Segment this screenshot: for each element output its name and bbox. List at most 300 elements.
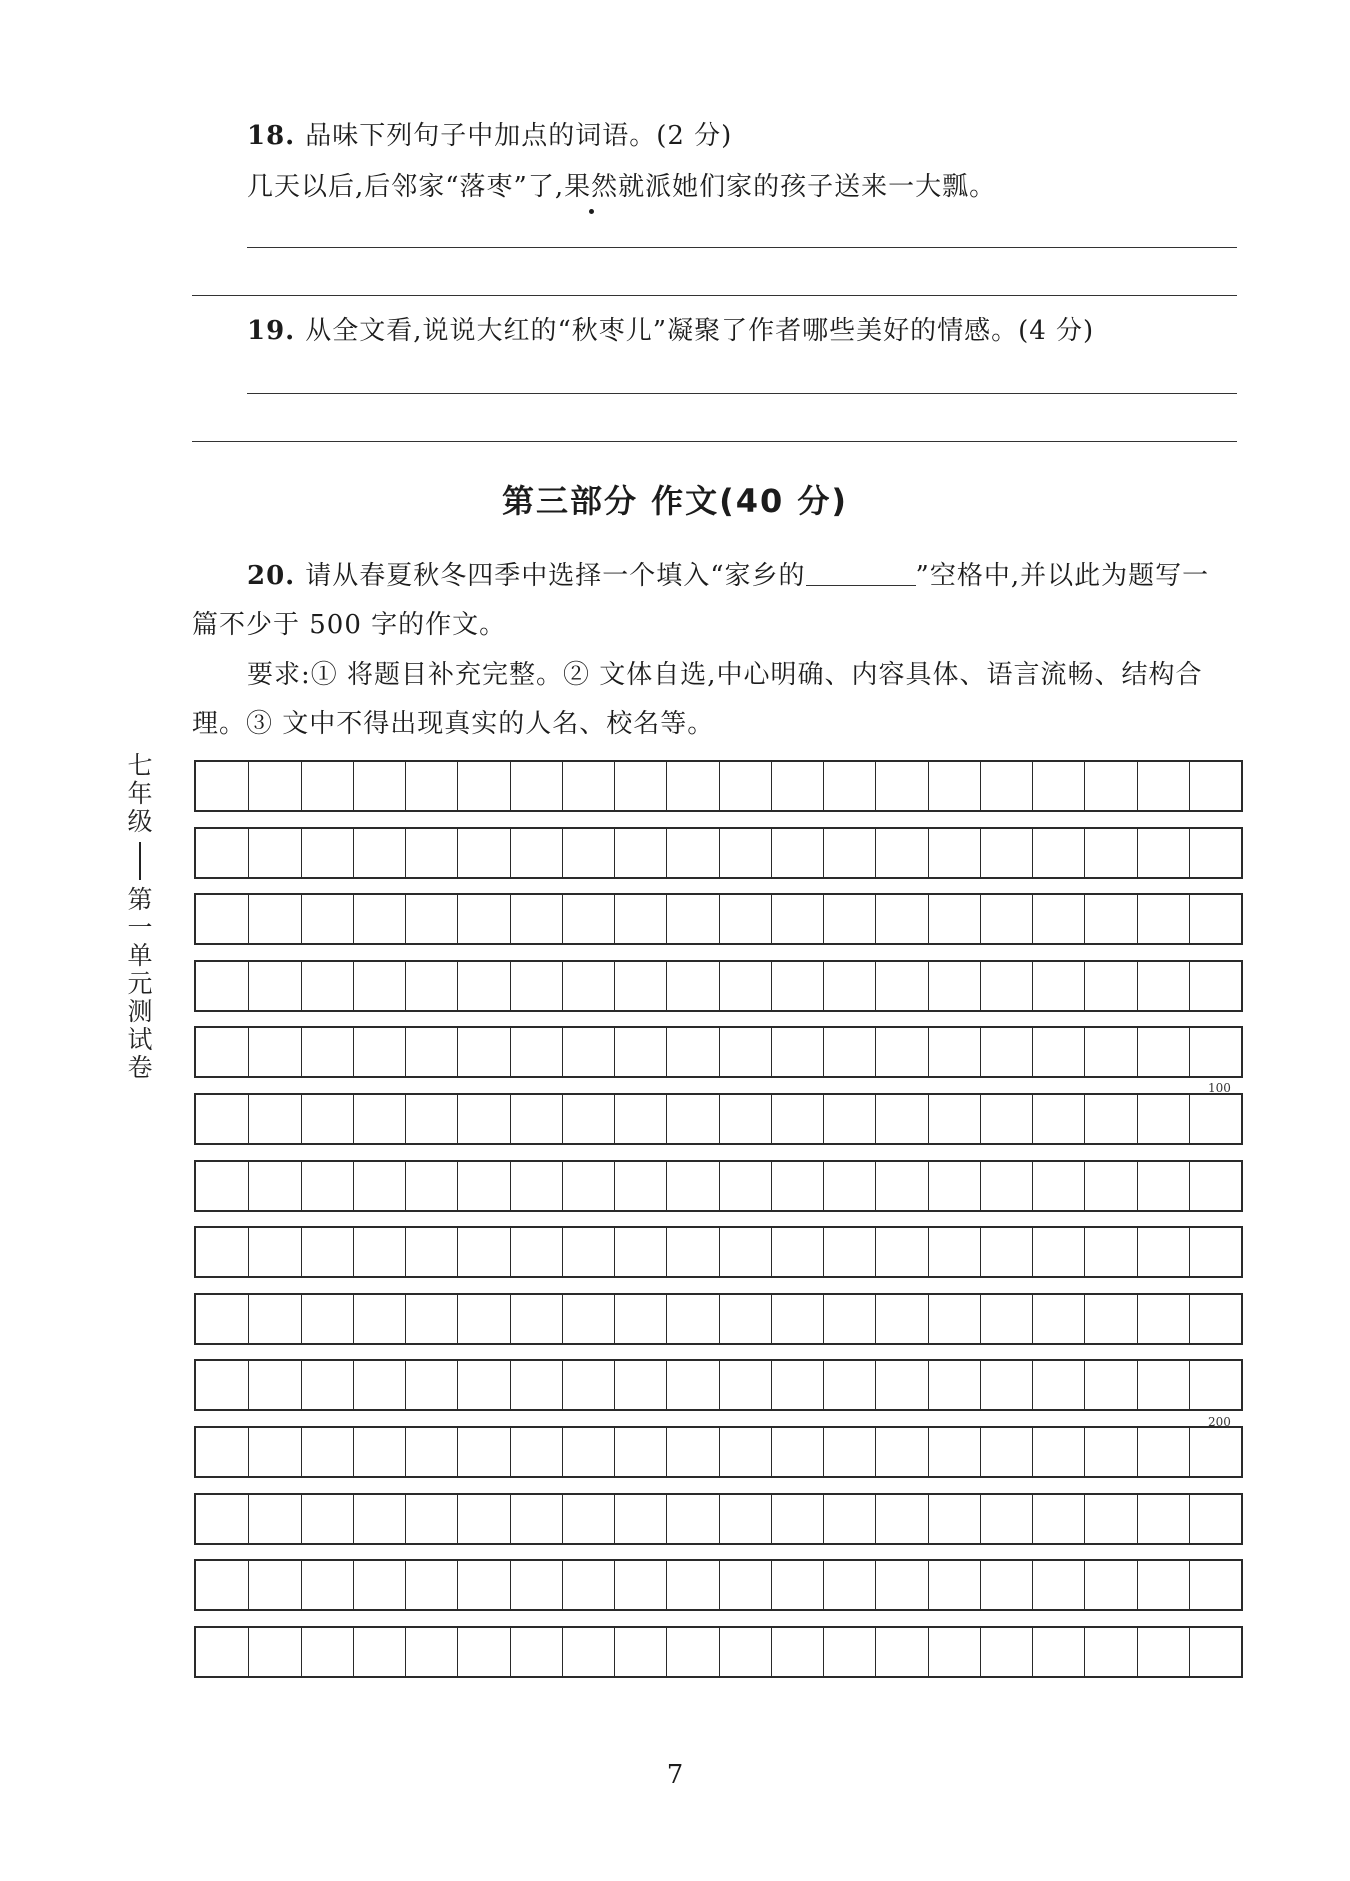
grid-cell-divider bbox=[823, 762, 824, 810]
grid-cell-divider bbox=[405, 1228, 406, 1276]
grid-cell-divider bbox=[248, 1561, 249, 1609]
question-number: 20. bbox=[247, 561, 296, 591]
side-label bbox=[125, 752, 155, 1082]
grid-cell-divider bbox=[1189, 1361, 1190, 1409]
question-number: 18. bbox=[247, 121, 296, 151]
side-label-char: 试 bbox=[127, 1025, 153, 1054]
grid-cell-divider bbox=[562, 1361, 563, 1409]
question-number: 19. bbox=[247, 316, 296, 346]
grid-cell-divider bbox=[980, 1361, 981, 1409]
grid-row[interactable] bbox=[194, 1160, 1243, 1212]
grid-cell-divider bbox=[614, 895, 615, 943]
grid-cell-divider bbox=[301, 1295, 302, 1343]
grid-cell-divider bbox=[248, 829, 249, 877]
grid-cell-divider bbox=[457, 1095, 458, 1143]
grid-cell-divider bbox=[1137, 762, 1138, 810]
grid-row[interactable] bbox=[194, 1226, 1243, 1278]
grid-cell-divider bbox=[1084, 1628, 1085, 1676]
grid-cell-divider bbox=[1084, 829, 1085, 877]
grid-cell-divider bbox=[301, 1361, 302, 1409]
grid-cell-divider bbox=[666, 1295, 667, 1343]
grid-cell-divider bbox=[719, 1028, 720, 1076]
grid-cell-divider bbox=[562, 1628, 563, 1676]
grid-cell-divider bbox=[771, 1428, 772, 1476]
grid-cell-divider bbox=[562, 1561, 563, 1609]
side-label-dash bbox=[139, 842, 141, 880]
grid-cell-divider bbox=[301, 1561, 302, 1609]
grid-cell-divider bbox=[353, 895, 354, 943]
grid-cell-divider bbox=[614, 1361, 615, 1409]
grid-cell-divider bbox=[510, 1228, 511, 1276]
grid-cell-divider bbox=[1032, 1162, 1033, 1210]
grid-cell-divider bbox=[1084, 762, 1085, 810]
grid-cell-divider bbox=[405, 762, 406, 810]
grid-cell-divider bbox=[1137, 1028, 1138, 1076]
grid-cell-divider bbox=[1084, 1561, 1085, 1609]
grid-cell-divider bbox=[1137, 829, 1138, 877]
grid-cell-divider bbox=[353, 1561, 354, 1609]
grid-cell-divider bbox=[980, 895, 981, 943]
grid-cell-divider bbox=[1032, 895, 1033, 943]
grid-cell-divider bbox=[719, 829, 720, 877]
grid-cell-divider bbox=[1137, 1095, 1138, 1143]
grid-cell-divider bbox=[1137, 1628, 1138, 1676]
grid-cell-divider bbox=[1189, 1228, 1190, 1276]
grid-cell-divider bbox=[405, 1628, 406, 1676]
grid-cell-divider bbox=[928, 1361, 929, 1409]
grid-cell-divider bbox=[666, 1228, 667, 1276]
grid-cell-divider bbox=[562, 1095, 563, 1143]
answer-line[interactable] bbox=[192, 441, 1237, 442]
question-18-prompt bbox=[247, 123, 732, 149]
grid-cell-divider bbox=[1084, 895, 1085, 943]
grid-cell-divider bbox=[457, 1361, 458, 1409]
grid-cell-divider bbox=[771, 1095, 772, 1143]
grid-cell-divider bbox=[1137, 962, 1138, 1010]
grid-row[interactable] bbox=[194, 1026, 1243, 1078]
grid-cell-divider bbox=[1032, 1428, 1033, 1476]
question-20-prompt bbox=[247, 563, 1209, 589]
grid-cell-divider bbox=[875, 762, 876, 810]
grid-cell-divider bbox=[823, 1495, 824, 1543]
grid-cell-divider bbox=[980, 1162, 981, 1210]
grid-cell-divider bbox=[823, 1162, 824, 1210]
grid-cell-divider bbox=[457, 829, 458, 877]
grid-cell-divider bbox=[510, 962, 511, 1010]
sentence-after: 就派她们家的孩子送来一大瓢。 bbox=[618, 172, 997, 202]
grid-cell-divider bbox=[353, 1295, 354, 1343]
grid-cell-divider bbox=[457, 895, 458, 943]
grid-cell-divider bbox=[666, 1628, 667, 1676]
grid-cell-divider bbox=[510, 829, 511, 877]
grid-cell-divider bbox=[823, 1228, 824, 1276]
question-18-sentence bbox=[247, 174, 996, 200]
grid-cell-divider bbox=[666, 829, 667, 877]
grid-cell-divider bbox=[980, 1095, 981, 1143]
grid-cell-divider bbox=[301, 895, 302, 943]
grid-cell-divider bbox=[248, 1495, 249, 1543]
grid-cell-divider bbox=[405, 1428, 406, 1476]
grid-cell-divider bbox=[823, 895, 824, 943]
grid-cell-divider bbox=[562, 962, 563, 1010]
grid-cell-divider bbox=[1189, 1295, 1190, 1343]
grid-cell-divider bbox=[719, 1628, 720, 1676]
grid-cell-divider bbox=[771, 1162, 772, 1210]
grid-cell-divider bbox=[301, 962, 302, 1010]
grid-cell-divider bbox=[875, 1028, 876, 1076]
grid-cell-divider bbox=[301, 829, 302, 877]
grid-cell-divider bbox=[1189, 895, 1190, 943]
grid-cell-divider bbox=[1189, 1162, 1190, 1210]
grid-cell-divider bbox=[510, 895, 511, 943]
grid-cell-divider bbox=[457, 1495, 458, 1543]
grid-cell-divider bbox=[614, 1628, 615, 1676]
grid-cell-divider bbox=[248, 1095, 249, 1143]
grid-row[interactable] bbox=[194, 1293, 1243, 1345]
grid-cell-divider bbox=[614, 829, 615, 877]
grid-cell-divider bbox=[928, 1628, 929, 1676]
grid-cell-divider bbox=[875, 1361, 876, 1409]
grid-cell-divider bbox=[301, 1095, 302, 1143]
grid-cell-divider bbox=[1032, 1228, 1033, 1276]
grid-cell-divider bbox=[1189, 1428, 1190, 1476]
grid-cell-divider bbox=[666, 1495, 667, 1543]
grid-cell-divider bbox=[248, 962, 249, 1010]
grid-cell-divider bbox=[771, 762, 772, 810]
grid-row[interactable] bbox=[194, 1426, 1243, 1478]
grid-cell-divider bbox=[405, 1028, 406, 1076]
grid-cell-divider bbox=[719, 1561, 720, 1609]
grid-cell-divider bbox=[1137, 895, 1138, 943]
grid-cell-divider bbox=[928, 1095, 929, 1143]
question-text: 品味下列句子中加点的词语。(2 分) bbox=[305, 121, 733, 151]
grid-cell-divider bbox=[510, 1628, 511, 1676]
grid-cell-divider bbox=[248, 1162, 249, 1210]
grid-cell-divider bbox=[928, 1028, 929, 1076]
answer-line[interactable] bbox=[247, 393, 1237, 394]
grid-cell-divider bbox=[928, 1228, 929, 1276]
grid-cell-divider bbox=[719, 895, 720, 943]
grid-cell-divider bbox=[562, 895, 563, 943]
grid-cell-divider bbox=[980, 1628, 981, 1676]
grid-cell-divider bbox=[301, 762, 302, 810]
grid-cell-divider bbox=[562, 1428, 563, 1476]
grid-cell-divider bbox=[510, 1028, 511, 1076]
grid-cell-divider bbox=[562, 1495, 563, 1543]
side-label-char: 一 bbox=[127, 913, 153, 942]
side-label-char: 第 bbox=[127, 885, 153, 914]
grid-cell-divider bbox=[301, 1428, 302, 1476]
grid-cell-divider bbox=[666, 1028, 667, 1076]
grid-cell-divider bbox=[614, 1228, 615, 1276]
grid-cell-divider bbox=[875, 895, 876, 943]
grid-cell-divider bbox=[405, 1561, 406, 1609]
side-label-char: 元 bbox=[127, 969, 153, 998]
grid-cell-divider bbox=[823, 1295, 824, 1343]
grid-cell-divider bbox=[1032, 1028, 1033, 1076]
grid-cell-divider bbox=[405, 829, 406, 877]
grid-cell-divider bbox=[980, 1228, 981, 1276]
grid-cell-divider bbox=[457, 962, 458, 1010]
grid-row[interactable] bbox=[194, 1093, 1243, 1145]
grid-cell-divider bbox=[248, 1628, 249, 1676]
grid-cell-divider bbox=[666, 1561, 667, 1609]
grid-cell-divider bbox=[1189, 1561, 1190, 1609]
grid-cell-divider bbox=[1189, 962, 1190, 1010]
grid-cell-divider bbox=[1084, 1428, 1085, 1476]
grid-cell-divider bbox=[1084, 1028, 1085, 1076]
grid-cell-divider bbox=[980, 1028, 981, 1076]
grid-cell-divider bbox=[1032, 962, 1033, 1010]
side-label-char: 七 bbox=[127, 751, 153, 780]
grid-cell-divider bbox=[457, 1162, 458, 1210]
grid-cell-divider bbox=[980, 1495, 981, 1543]
grid-cell-divider bbox=[875, 1495, 876, 1543]
grid-cell-divider bbox=[719, 1361, 720, 1409]
grid-cell-divider bbox=[353, 829, 354, 877]
grid-cell-divider bbox=[875, 1228, 876, 1276]
grid-cell-divider bbox=[562, 1028, 563, 1076]
grid-cell-divider bbox=[823, 1095, 824, 1143]
grid-cell-divider bbox=[562, 1295, 563, 1343]
grid-cell-divider bbox=[1137, 1162, 1138, 1210]
grid-row[interactable] bbox=[194, 893, 1243, 945]
question-20-line2: 篇不少于 500 字的作文。 bbox=[192, 610, 507, 640]
grid-cell-divider bbox=[301, 1228, 302, 1276]
grid-cell-divider bbox=[405, 1495, 406, 1543]
grid-cell-divider bbox=[353, 1028, 354, 1076]
grid-cell-divider bbox=[980, 762, 981, 810]
grid-cell-divider bbox=[248, 1361, 249, 1409]
side-label-char: 测 bbox=[127, 997, 153, 1026]
grid-cell-divider bbox=[510, 1361, 511, 1409]
grid-cell-divider bbox=[875, 1295, 876, 1343]
grid-cell-divider bbox=[248, 1028, 249, 1076]
grid-cell-divider bbox=[1137, 1228, 1138, 1276]
grid-cell-divider bbox=[823, 1028, 824, 1076]
requirements-line2: 理。③ 文中不得出现真实的人名、校名等。 bbox=[192, 709, 715, 739]
grid-cell-divider bbox=[771, 829, 772, 877]
grid-cell-divider bbox=[1084, 1295, 1085, 1343]
grid-cell-divider bbox=[719, 1095, 720, 1143]
grid-cell-divider bbox=[928, 1428, 929, 1476]
grid-cell-divider bbox=[1084, 962, 1085, 1010]
grid-cell-divider bbox=[1032, 1628, 1033, 1676]
grid-cell-divider bbox=[405, 962, 406, 1010]
grid-cell-divider bbox=[301, 1628, 302, 1676]
grid-cell-divider bbox=[353, 1228, 354, 1276]
grid-cell-divider bbox=[1032, 1361, 1033, 1409]
grid-row[interactable] bbox=[194, 1359, 1243, 1411]
grid-cell-divider bbox=[771, 962, 772, 1010]
grid-row[interactable] bbox=[194, 1493, 1243, 1545]
grid-cell-divider bbox=[771, 895, 772, 943]
grid-row[interactable] bbox=[194, 960, 1243, 1012]
grid-cell-divider bbox=[301, 1028, 302, 1076]
grid-cell-divider bbox=[719, 1162, 720, 1210]
grid-cell-divider bbox=[562, 829, 563, 877]
grid-cell-divider bbox=[562, 762, 563, 810]
grid-cell-divider bbox=[771, 1361, 772, 1409]
grid-cell-divider bbox=[614, 1295, 615, 1343]
grid-cell-divider bbox=[353, 1628, 354, 1676]
grid-cell-divider bbox=[719, 1495, 720, 1543]
grid-cell-divider bbox=[301, 1495, 302, 1543]
grid-cell-divider bbox=[248, 1428, 249, 1476]
grid-cell-divider bbox=[510, 1495, 511, 1543]
grid-cell-divider bbox=[666, 1095, 667, 1143]
grid-cell-divider bbox=[301, 1162, 302, 1210]
grid-cell-divider bbox=[353, 962, 354, 1010]
grid-cell-divider bbox=[1189, 1628, 1190, 1676]
grid-cell-divider bbox=[1084, 1162, 1085, 1210]
grid-cell-divider bbox=[248, 762, 249, 810]
grid-cell-divider bbox=[771, 1628, 772, 1676]
grid-cell-divider bbox=[666, 1162, 667, 1210]
grid-cell-divider bbox=[875, 962, 876, 1010]
question-text: 从全文看,说说大红的“秋枣儿”凝聚了作者哪些美好的情感。(4 分) bbox=[305, 316, 1095, 346]
grid-cell-divider bbox=[928, 1295, 929, 1343]
grid-cell-divider bbox=[875, 1428, 876, 1476]
grid-cell-divider bbox=[1032, 1095, 1033, 1143]
grid-cell-divider bbox=[823, 1361, 824, 1409]
grid-row[interactable] bbox=[194, 827, 1243, 879]
question-19-prompt bbox=[247, 318, 1094, 344]
question-text-part1: 请从春夏秋冬四季中选择一个填入“家乡的 bbox=[305, 561, 806, 591]
grid-cell-divider bbox=[666, 762, 667, 810]
grid-cell-divider bbox=[510, 1428, 511, 1476]
grid-cell-divider bbox=[353, 1361, 354, 1409]
grid-cell-divider bbox=[1084, 1495, 1085, 1543]
grid-cell-divider bbox=[875, 1628, 876, 1676]
grid-cell-divider bbox=[719, 1295, 720, 1343]
grid-cell-divider bbox=[405, 1162, 406, 1210]
grid-cell-divider bbox=[771, 1228, 772, 1276]
grid-cell-divider bbox=[823, 962, 824, 1010]
grid-cell-divider bbox=[1032, 762, 1033, 810]
grid-cell-divider bbox=[614, 1028, 615, 1076]
grid-cell-divider bbox=[1084, 1361, 1085, 1409]
grid-cell-divider bbox=[457, 762, 458, 810]
grid-cell-divider bbox=[980, 1428, 981, 1476]
grid-cell-divider bbox=[353, 1495, 354, 1543]
grid-row[interactable] bbox=[194, 1559, 1243, 1611]
grid-cell-divider bbox=[928, 1162, 929, 1210]
word-count-marker-100: 100 bbox=[1208, 1081, 1231, 1095]
grid-cell-divider bbox=[1189, 1028, 1190, 1076]
grid-cell-divider bbox=[1137, 1428, 1138, 1476]
grid-cell-divider bbox=[614, 1495, 615, 1543]
side-label-char: 级 bbox=[127, 807, 153, 836]
grid-cell-divider bbox=[1189, 1495, 1190, 1543]
grid-cell-divider bbox=[1137, 1495, 1138, 1543]
grid-cell-divider bbox=[353, 1428, 354, 1476]
answer-line[interactable] bbox=[192, 295, 1237, 296]
grid-cell-divider bbox=[1032, 1561, 1033, 1609]
grid-cell-divider bbox=[1189, 762, 1190, 810]
grid-cell-divider bbox=[875, 829, 876, 877]
grid-cell-divider bbox=[771, 1028, 772, 1076]
fill-blank[interactable] bbox=[806, 565, 916, 586]
grid-cell-divider bbox=[980, 1561, 981, 1609]
grid-cell-divider bbox=[823, 829, 824, 877]
grid-cell-divider bbox=[666, 962, 667, 1010]
grid-cell-divider bbox=[353, 1095, 354, 1143]
grid-cell-divider bbox=[928, 1495, 929, 1543]
grid-cell-divider bbox=[1084, 1228, 1085, 1276]
grid-cell-divider bbox=[1032, 1495, 1033, 1543]
grid-cell-divider bbox=[719, 1228, 720, 1276]
grid-cell-divider bbox=[248, 895, 249, 943]
grid-cell-divider bbox=[614, 762, 615, 810]
side-label-char: 卷 bbox=[127, 1053, 153, 1082]
grid-cell-divider bbox=[614, 1428, 615, 1476]
question-text-part2: ”空格中,并以此为题写一 bbox=[915, 561, 1210, 591]
side-label-char: 年 bbox=[127, 779, 153, 808]
grid-cell-divider bbox=[666, 1361, 667, 1409]
emphasized-word: 果然 bbox=[564, 172, 619, 202]
grid-cell-divider bbox=[1137, 1361, 1138, 1409]
grid-cell-divider bbox=[823, 1561, 824, 1609]
word-count-marker-200: 200 bbox=[1208, 1415, 1231, 1429]
grid-row[interactable] bbox=[194, 760, 1243, 812]
sentence-before: 几天以后,后邻家“落枣”了, bbox=[247, 172, 565, 202]
grid-cell-divider bbox=[823, 1628, 824, 1676]
grid-cell-divider bbox=[823, 1428, 824, 1476]
grid-cell-divider bbox=[928, 962, 929, 1010]
grid-cell-divider bbox=[1137, 1561, 1138, 1609]
grid-cell-divider bbox=[353, 1162, 354, 1210]
grid-cell-divider bbox=[928, 762, 929, 810]
grid-cell-divider bbox=[1189, 1095, 1190, 1143]
grid-cell-divider bbox=[719, 1428, 720, 1476]
grid-cell-divider bbox=[771, 1495, 772, 1543]
grid-cell-divider bbox=[405, 895, 406, 943]
page-number: 7 bbox=[666, 1760, 684, 1790]
grid-cell-divider bbox=[980, 1295, 981, 1343]
grid-row[interactable] bbox=[194, 1626, 1243, 1678]
grid-cell-divider bbox=[1189, 829, 1190, 877]
grid-cell-divider bbox=[457, 1428, 458, 1476]
grid-cell-divider bbox=[980, 829, 981, 877]
grid-cell-divider bbox=[510, 1095, 511, 1143]
side-label-char: 单 bbox=[127, 941, 153, 970]
grid-cell-divider bbox=[562, 1162, 563, 1210]
grid-cell-divider bbox=[614, 962, 615, 1010]
grid-cell-divider bbox=[405, 1361, 406, 1409]
grid-cell-divider bbox=[405, 1295, 406, 1343]
grid-cell-divider bbox=[928, 829, 929, 877]
grid-cell-divider bbox=[353, 762, 354, 810]
grid-cell-divider bbox=[875, 1095, 876, 1143]
grid-cell-divider bbox=[928, 895, 929, 943]
grid-cell-divider bbox=[771, 1561, 772, 1609]
grid-cell-divider bbox=[666, 1428, 667, 1476]
grid-cell-divider bbox=[614, 1162, 615, 1210]
grid-cell-divider bbox=[510, 1561, 511, 1609]
grid-cell-divider bbox=[1084, 1095, 1085, 1143]
grid-cell-divider bbox=[510, 1295, 511, 1343]
grid-cell-divider bbox=[980, 962, 981, 1010]
grid-cell-divider bbox=[614, 1561, 615, 1609]
requirements-line1: 要求:① 将题目补充完整。② 文体自选,中心明确、内容具体、语言流畅、结构合 bbox=[247, 660, 1203, 690]
grid-cell-divider bbox=[562, 1228, 563, 1276]
grid-cell-divider bbox=[666, 895, 667, 943]
grid-cell-divider bbox=[928, 1561, 929, 1609]
answer-line[interactable] bbox=[247, 247, 1237, 248]
grid-cell-divider bbox=[1137, 1295, 1138, 1343]
grid-cell-divider bbox=[248, 1228, 249, 1276]
